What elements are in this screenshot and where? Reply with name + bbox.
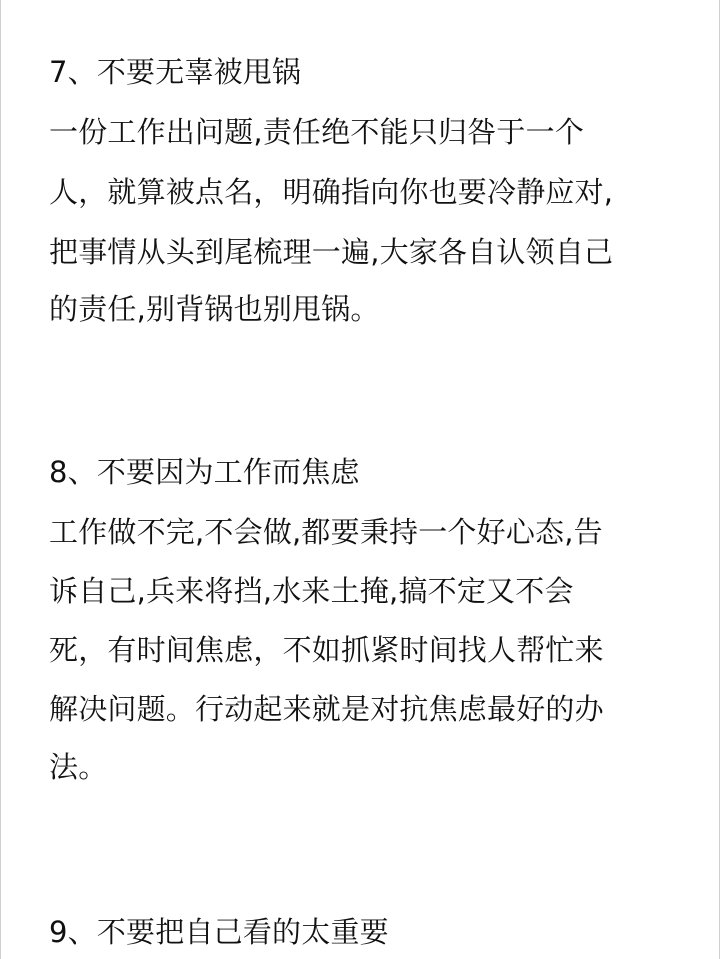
section-8-line-3: 死，有时间焦虑，不如抓紧时间找人帮忙来 <box>49 633 604 667</box>
section-7-line-4: 的责任,别背锅也别甩锅。 <box>49 292 380 326</box>
section-7-line-3: 把事情从头到尾梳理一遍,大家各自认领自己 <box>49 235 614 269</box>
section-8-line-5: 法。 <box>49 750 108 784</box>
section-8-line-1: 工作做不完,不会做,都要秉持一个好心态,告 <box>49 515 603 549</box>
section-9-heading: 9、不要把自己看的太重要 <box>49 915 389 949</box>
section-8-heading: 8、不要因为工作而焦虑 <box>49 455 360 489</box>
section-8-line-4: 解决问题。行动起来就是对抗焦虑最好的办 <box>49 692 604 726</box>
section-7-line-2: 人，就算被点名，明确指向你也要冷静应对, <box>49 175 614 209</box>
section-7-heading: 7、不要无辜被甩锅 <box>49 55 302 89</box>
section-7-line-1: 一份工作出问题,责任绝不能只归咎于一个 <box>49 115 585 149</box>
section-8-line-2: 诉自己,兵来将挡,水来土掩,搞不定又不会 <box>49 574 574 608</box>
